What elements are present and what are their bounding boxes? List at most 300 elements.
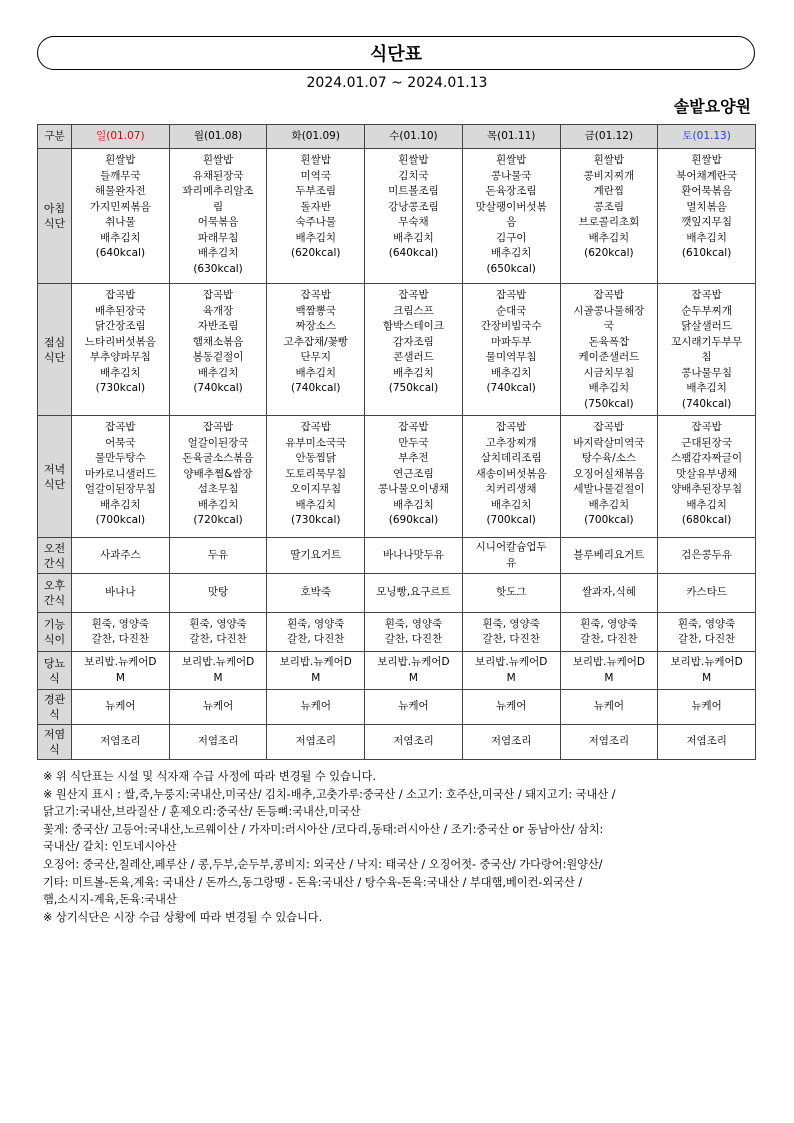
menu-item: 돈육폭찹 [588,335,630,348]
menu-item: M [702,671,712,684]
menu-item: 배추김치 [686,382,727,394]
menu-item: 양배추된장무침 [671,483,743,495]
menu-item: 배추김치 [295,366,337,379]
menu-item: (680kcal) [681,514,732,526]
menu-item: (630kcal) [193,262,243,275]
menu-item: 얼갈이된장국 [187,436,249,449]
functional-cell [72,613,170,652]
menu-item: (720kcal) [193,514,243,526]
menu-item: 배추김치 [490,247,532,259]
menu-item: M [506,671,516,684]
diabetes-cell [169,652,267,690]
menu-item: 시니어칼슘업두 [475,541,547,553]
menu-item: 저염조리 [490,735,532,748]
menu-item: 크림스프 [393,304,434,317]
note-line: 국내산/ 갈치: 인도네시아산 [43,840,177,854]
menu-item: 사과주스 [100,548,141,561]
am-snack-cell [658,538,756,574]
menu-item: 안동찜닭 [295,452,337,464]
menu-item: 유부미소국국 [285,436,347,449]
menu-item: (640kcal) [388,247,439,259]
low-salt-cell [365,725,463,760]
menu-item: 햄채소볶음 [192,335,244,348]
menu-item: 국 [603,320,614,332]
menu-item: 저염조리 [393,735,434,748]
menu-item: 돌자반 [300,200,331,213]
menu-item: 저염조리 [686,735,727,748]
menu-item: 깻잎지무침 [681,216,732,228]
note-line: ※ 원산지 표시 : 쌀,죽,누룽지:국내산,미국산/ 김치-배추,고춧가루:중국산 / 소고기: 호주산,미국산 / 돼지고기: 국내산 / [43,787,616,801]
dinner-label [38,416,72,538]
menu-item: 유 [506,556,517,569]
note-line: 기타: 미트볼-돈육,계육: 국내산 / 돈까스,동그랑땡 - 돈육:국내산 / 탕수육-돈육:국내산 / 부대햄,베이컨-외국산 / [43,875,583,889]
menu-item: 만두국 [398,436,429,449]
menu-item: 배추김치 [100,366,141,379]
menu-item: 김치국 [398,169,429,182]
menu-item: (640kcal) [95,247,146,259]
am-snack-row [38,538,756,574]
am-snack-label [38,538,72,574]
menu-item: 배추김치 [100,231,141,244]
breakfast-row [38,149,756,284]
menu-item: 오이지무침 [290,483,342,495]
menu-item: 배추김치 [686,498,727,511]
menu-item: 스팸감자짜글이 [671,452,743,464]
menu-item: 시금치무침 [583,366,635,379]
menu-item: 백짬뽕국 [295,304,337,317]
menu-item: 보리밥.뉴케어D [279,656,352,668]
diabetes-cell [72,652,170,690]
low-salt-row [38,725,756,760]
menu-item: 물미역무침 [485,351,537,363]
menu-item: 잡곡밥 [300,289,331,301]
row-label-line: 식이 [43,633,66,646]
menu-item: 흰쌀밥 [398,154,429,166]
note-line: 꽃게: 중국산/ 고등어:국내산,노르웨이산 / 가자미:러시아산 /코다리,동태:러시아산 / 조기:중국산 or 동남아산/ 삼치: [43,822,604,836]
tube-cell [267,690,365,725]
row-label-line: 식단 [43,477,66,491]
diabetes-cell [365,652,463,690]
menu-item: (730kcal) [291,514,341,526]
menu-item: 물만두탕수 [94,452,146,464]
menu-item: 시골콩나물해장 [573,304,645,317]
low-salt-cell [658,725,756,760]
row-label-line: 당뇨 [43,656,66,670]
am-snack-cell [365,538,463,574]
menu-item: (610kcal) [681,247,732,259]
menu-item: 딸기요거트 [290,548,342,561]
menu-item: (620kcal) [584,247,634,259]
menu-item: 침 [701,351,712,363]
menu-item: 꽈리메추리알조 [182,185,254,197]
header-day-wed: 수(01.10) [365,125,463,149]
functional-label [38,613,72,652]
menu-item: 잡곡밥 [105,289,136,301]
menu-item: 잡곡밥 [300,421,331,433]
header-day-tue: 화(01.09) [267,125,365,149]
menu-item: 취나물 [105,216,136,228]
menu-item: 북어채계란국 [676,169,738,182]
note-line: 오징어: 중국산,칠레산,페루산 / 콩,두부,순두부,콩비지: 외국산 / 낙지: 태국산 / 오징어젓- 중국산/ 가다랑어:원양산/ [43,857,603,871]
menu-item: 배추김치 [197,247,239,259]
menu-item: 배추김치 [100,498,141,511]
header-day-fri: 금(01.12) [560,125,658,149]
menu-item: 흰죽, 영양죽 [580,617,638,630]
menu-item: 유채된장국 [192,169,244,182]
row-label-line: 저녁 [43,462,66,476]
menu-item: (740kcal) [486,382,536,394]
menu-item: 갈찬, 다진찬 [189,633,247,645]
breakfast-cell [169,149,267,284]
menu-item: 쌀과자,식혜 [581,586,636,599]
menu-item: 꼬시래기두부무 [671,335,743,348]
menu-item: 갈찬, 다진찬 [580,633,638,645]
menu-item: (650kcal) [486,262,536,275]
dinner-cell [560,416,658,538]
breakfast-cell [560,149,658,284]
menu-item: 육개장 [202,304,234,317]
lunch-cell [365,284,463,416]
menu-item: 흰쌀밥 [593,154,625,166]
menu-item: 잡곡밥 [495,421,527,433]
menu-item: (740kcal) [193,382,243,394]
menu-item: 배추김치 [393,498,434,511]
lunch-label [38,284,72,416]
diabetes-cell [462,652,560,690]
dinner-cell [365,416,463,538]
menu-item: 림 [212,200,224,213]
menu-item: 갈찬, 다진찬 [91,633,150,645]
menu-item: 저염조리 [197,735,239,748]
row-label-line: 아침 [43,202,66,215]
menu-item: 김구이 [495,231,527,244]
menu-item: (700kcal) [486,514,536,526]
lunch-cell [267,284,365,416]
functional-cell [658,613,756,652]
pm-snack-cell [462,574,560,613]
menu-item: 봄동겉절이 [192,351,244,363]
menu-item: 잡곡밥 [593,289,625,301]
menu-item: (730kcal) [95,382,146,394]
menu-item: 잡곡밥 [202,421,234,433]
lunch-row [38,284,756,416]
menu-item: (700kcal) [584,514,634,526]
row-label-line: 식 [49,708,60,721]
notes-section [43,768,758,926]
menu-item: 배추김치 [490,366,532,379]
breakfast-cell [658,149,756,284]
menu-item: 배추김치 [393,366,434,379]
menu-item: 배추김치 [588,498,630,511]
row-label-line: 간식 [43,594,66,607]
menu-item: 잡곡밥 [593,421,625,433]
menu-item: 흰쌀밥 [300,154,331,166]
pm-snack-cell [267,574,365,613]
menu-item: 근대된장국 [681,436,732,449]
menu-item: 짜장소스 [295,320,337,332]
note-line: ※ 위 식단표는 시설 및 식자재 수급 사정에 따라 변경될 수 있습니다. [43,770,377,783]
menu-item: 맛탕 [207,586,229,599]
menu-item: M [604,671,614,684]
menu-item: 갈찬, 다진찬 [482,633,540,645]
dinner-cell [267,416,365,538]
menu-item: 두부조림 [295,185,337,197]
pm-snack-cell [169,574,267,613]
menu-item: 흰쌀밥 [691,154,722,166]
functional-cell [462,613,560,652]
menu-item: 뉴케어 [495,700,527,713]
row-label-line: 오전 [43,541,66,555]
menu-item: 배추김치 [295,231,337,244]
pm-snack-cell [560,574,658,613]
menu-item: 보리밥.뉴케어D [670,656,743,668]
menu-item: 강낭콩조림 [388,200,439,213]
menu-item: 배추김치 [295,498,337,511]
menu-item: 가지민찌볶음 [89,200,151,213]
menu-item: 보리밥.뉴케어D [377,656,450,668]
menu-item: 간장비빔국수 [480,320,542,332]
page-title-box [37,36,755,70]
menu-item: 해물완자전 [94,185,146,197]
menu-item: 환어묵볶음 [681,185,732,197]
row-label-line: 식 [49,743,60,756]
menu-item: 흰죽, 영양죽 [189,617,247,630]
dinner-cell [462,416,560,538]
pm-snack-cell [658,574,756,613]
menu-item: 카스타드 [686,586,727,599]
menu-item: 미역국 [300,169,331,182]
menu-item: 핫도그 [495,586,527,599]
menu-item: 잡곡밥 [495,289,527,301]
menu-item: 뉴케어 [398,700,429,713]
low-salt-cell [72,725,170,760]
menu-item: 바나나 [105,586,136,599]
menu-item: 바나나맛두유 [383,548,444,561]
breakfast-label [38,149,72,284]
breakfast-cell [267,149,365,284]
menu-item: 뉴케어 [691,700,722,713]
pm-snack-cell [72,574,170,613]
note-line: 닭고기:국내산,브라질산 / 훈제오리:중국산/ 돈등뼈:국내산,미국산 [43,805,361,819]
menu-item: 콩나물오이냉채 [377,483,449,495]
menu-item: 흰쌀밥 [105,154,136,166]
facility-name: 솔밭요양원 [673,97,751,116]
functional-row [38,613,756,652]
low-salt-cell [560,725,658,760]
menu-item: 파래무침 [197,231,239,244]
menu-item: 오징어실채볶음 [573,467,645,480]
pm-snack-cell [365,574,463,613]
menu-item: 순두부찌개 [681,304,732,317]
menu-item: 저염조리 [295,735,337,748]
menu-item: 배추김치 [588,231,630,244]
menu-item: 들깨무국 [100,169,141,182]
header-day-sat: 토(01.13) [658,125,756,149]
menu-item: 느타리버섯볶음 [84,335,156,348]
menu-item: 삼치데리조림 [480,452,542,464]
menu-item: 뉴케어 [300,700,331,713]
dinner-cell [72,416,170,538]
menu-item: 부추양파무침 [89,351,151,363]
menu-item: (620kcal) [291,247,341,259]
menu-item: 어묵볶음 [197,216,239,228]
menu-item: 바지락살미역국 [573,436,645,449]
menu-item: M [408,671,418,684]
header-day-sun: 일(01.07) [72,125,170,149]
menu-item: 무숙채 [398,216,429,228]
row-label-line: 식단 [43,350,66,364]
functional-cell [560,613,658,652]
tube-cell [462,690,560,725]
menu-item: 흰죽, 영양죽 [287,617,345,630]
dinner-cell [658,416,756,538]
menu-item: 세발나물겉절이 [573,483,645,495]
menu-item: 배추김치 [588,382,630,394]
menu-item: 잡곡밥 [105,421,136,433]
menu-item: 맛살팽이버섯볶 [475,200,547,213]
menu-item: 돈육장조림 [485,185,537,197]
menu-item: 멸치볶음 [686,200,727,213]
tube-cell [658,690,756,725]
menu-item: 브로콜리초회 [578,216,640,228]
header-corner: 구분 [38,125,72,149]
am-snack-cell [462,538,560,574]
functional-cell [365,613,463,652]
low-salt-cell [267,725,365,760]
breakfast-cell [72,149,170,284]
note-line: ※ 상기식단은 시장 수급 상황에 따라 변경될 수 있습니다. [43,910,323,924]
menu-item: 흰죽, 영양죽 [677,617,736,630]
menu-item: 저염조리 [588,735,630,748]
menu-item: 배추된장국 [94,304,146,317]
menu-item: 보리밥.뉴케어D [84,656,157,668]
row-label-line: 경관 [43,693,66,706]
menu-item: 마카로니샐러드 [84,467,156,480]
menu-item: 섬초무침 [197,483,239,495]
breakfast-cell [365,149,463,284]
breakfast-cell [462,149,560,284]
menu-item: 검은콩두유 [681,548,732,561]
am-snack-cell [267,538,365,574]
menu-item: 콩나물국 [490,169,532,182]
row-label-line: 식 [49,671,60,685]
menu-table [37,124,756,760]
menu-item: 배추김치 [197,498,239,511]
menu-item: 갈찬, 다진찬 [677,633,736,645]
menu-item: 숙주나물 [295,216,337,228]
row-label-line: 오후 [43,579,66,592]
menu-item: 흰쌀밥 [202,154,234,166]
menu-item: 콩조림 [593,200,625,213]
menu-item: 부추전 [398,452,429,464]
menu-item: 콩비지찌개 [583,169,635,182]
menu-item: 단무지 [300,351,331,363]
menu-item: 연근조림 [393,467,434,480]
menu-item: (690kcal) [388,514,439,526]
menu-item: 보리밥.뉴케어D [181,656,255,668]
pm-snack-label [38,574,72,613]
menu-item: 새송이버섯볶음 [475,467,547,480]
menu-item: 갈찬, 다진찬 [287,633,345,645]
low-salt-cell [462,725,560,760]
menu-item: 배추김치 [197,366,239,379]
lunch-cell [169,284,267,416]
row-label-line: 기능 [43,618,66,631]
tube-cell [72,690,170,725]
menu-item: 잡곡밥 [691,289,722,301]
diabetes-row [38,652,756,690]
menu-period: 2024.01.07 ~ 2024.01.13 [306,75,488,91]
header-row [38,125,756,149]
menu-item: 감자조림 [393,335,434,348]
am-snack-cell [72,538,170,574]
menu-item: 잡곡밥 [398,289,429,301]
menu-item: 모닝빵,요구르트 [376,586,451,599]
tube-cell [169,690,267,725]
menu-item: 마파두부 [490,335,532,348]
menu-item: 뉴케어 [202,700,234,713]
diabetes-cell [267,652,365,690]
menu-item: (750kcal) [388,382,439,394]
am-snack-cell [560,538,658,574]
lunch-cell [462,284,560,416]
tube-cell [560,690,658,725]
menu-item: 뉴케어 [105,700,136,713]
menu-item: 케이준샐러드 [578,351,640,363]
menu-item: 양배추쪔&쌈장 [183,467,253,480]
menu-item: 두유 [207,548,229,561]
menu-item: (740kcal) [681,397,732,410]
tube-cell [365,690,463,725]
menu-item: M [115,671,125,684]
menu-item: 미트볼조림 [388,185,439,197]
tube-row [38,690,756,725]
menu-item: 닭간장조림 [94,320,146,332]
low-salt-cell [169,725,267,760]
menu-item: 탕수육/소스 [581,452,636,464]
tube-label [38,690,72,725]
row-label-line: 식단 [43,217,66,230]
lunch-cell [560,284,658,416]
menu-item: 맛살유부냉채 [676,467,738,480]
page-title: 식단표 [369,44,423,65]
menu-item: 콩나물무침 [681,366,732,379]
menu-item: 닭살샐러드 [681,320,732,332]
menu-item: 고추잡채/꽃빵 [283,335,348,348]
menu-item: 배추김치 [686,231,727,244]
lunch-cell [658,284,756,416]
functional-cell [267,613,365,652]
menu-item: 어묵국 [105,436,136,449]
header-day-thu: 목(01.11) [462,125,560,149]
menu-item: (700kcal) [95,514,146,526]
menu-item: 흰죽, 영양죽 [91,617,150,630]
dinner-row [38,416,756,538]
menu-item: M [311,671,321,684]
menu-item: 흰죽, 영양죽 [384,617,443,630]
menu-item: 함박스테이크 [383,320,444,332]
pm-snack-row [38,574,756,613]
row-label-line: 저염 [43,728,66,741]
diabetes-cell [560,652,658,690]
menu-item: 음 [506,216,517,228]
menu-item: 호박죽 [300,586,331,599]
menu-item: 얼갈이된장무침 [84,483,156,495]
menu-item: 계란찜 [593,185,625,197]
menu-item: 갈찬, 다진찬 [384,633,443,645]
menu-item: 저염조리 [100,735,141,748]
menu-item: 잡곡밥 [398,421,429,433]
